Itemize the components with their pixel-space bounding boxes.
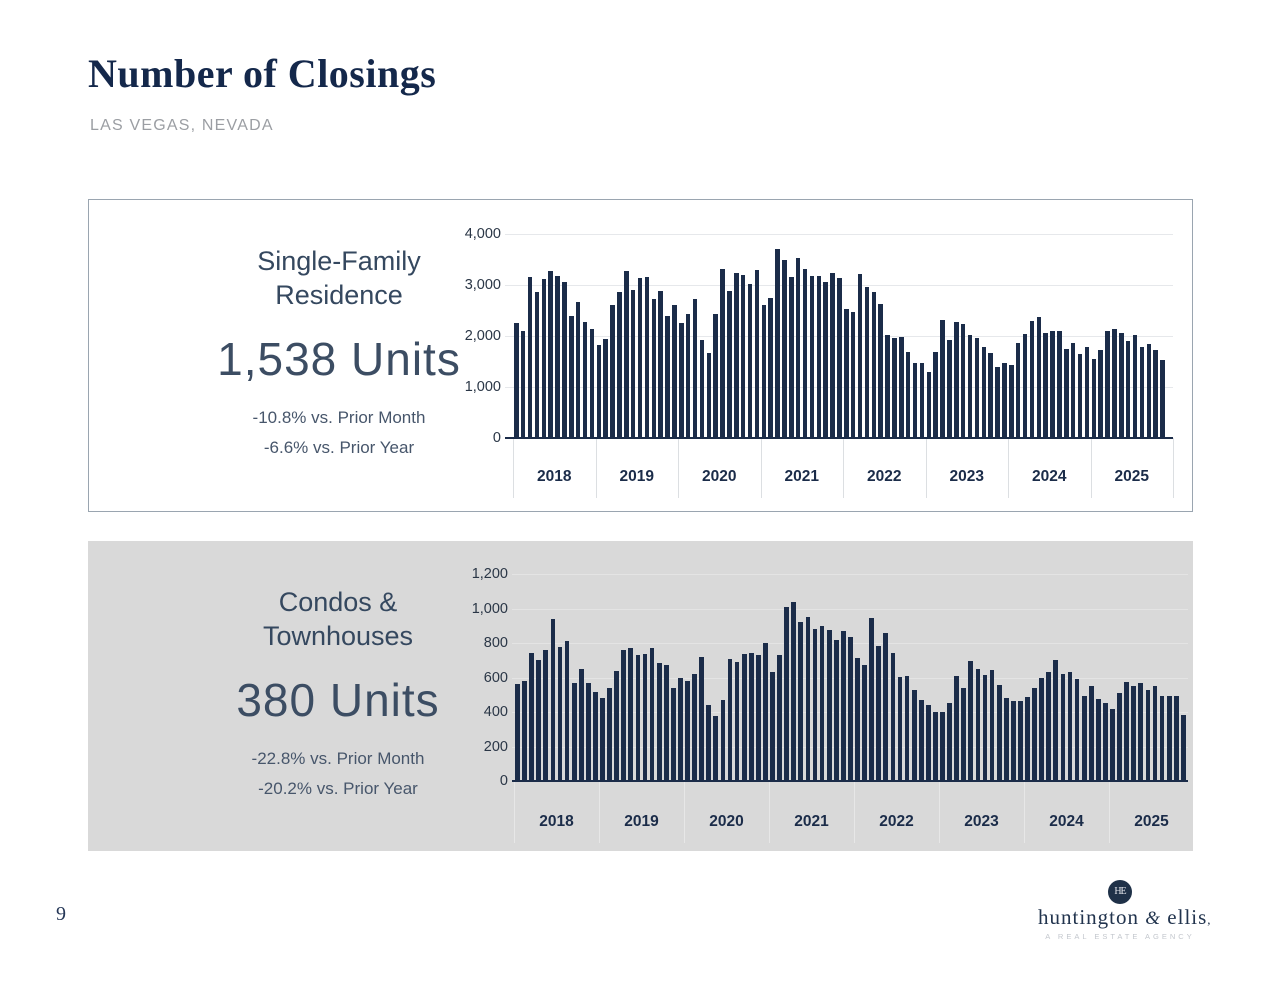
bar	[954, 322, 959, 438]
bar	[542, 279, 547, 438]
single-family-vs-prior-year: -6.6% vs. Prior Year	[263, 438, 415, 457]
bar	[1032, 688, 1037, 781]
bar	[1117, 693, 1122, 781]
y-axis-tick-label: 2,000	[464, 328, 501, 344]
bar	[869, 618, 874, 781]
bar	[535, 292, 540, 438]
y-axis-tick-label: 800	[483, 635, 508, 651]
condos-units-value: 380 Units	[236, 674, 440, 726]
page-subtitle: LAS VEGAS, NEVADA	[90, 117, 274, 134]
bar	[671, 688, 676, 781]
bar	[1068, 672, 1073, 781]
huntington-ellis-logo	[1038, 880, 1212, 941]
bar	[720, 269, 725, 438]
bar	[742, 654, 747, 781]
bar	[1037, 317, 1042, 438]
bar	[528, 277, 533, 438]
bar	[933, 352, 938, 438]
bar	[756, 655, 761, 781]
bar	[586, 683, 591, 781]
bar	[1004, 698, 1009, 781]
bar	[741, 275, 746, 438]
page-number: 9	[56, 903, 66, 925]
logo-ampersand: &	[1145, 908, 1162, 929]
bar	[1064, 349, 1069, 438]
bar	[982, 347, 987, 438]
bar	[555, 276, 560, 438]
bar	[672, 305, 677, 438]
bar	[940, 320, 945, 438]
logo-monogram-badge: HE	[1108, 880, 1132, 904]
bar	[763, 643, 768, 781]
bar	[1030, 321, 1035, 438]
bar	[1018, 701, 1023, 781]
condos-townhouses-panel	[88, 541, 1193, 851]
condos-title-line1: Condos &	[278, 587, 398, 617]
bar	[1085, 347, 1090, 438]
bar	[1147, 344, 1152, 438]
bar	[1174, 696, 1179, 781]
bar	[1160, 696, 1165, 781]
y-gridline	[512, 609, 1188, 610]
bar	[1140, 347, 1145, 438]
year-separator	[514, 781, 515, 843]
bar	[995, 367, 1000, 438]
bar	[621, 650, 626, 781]
bar	[522, 681, 527, 781]
bar	[976, 669, 981, 781]
bar	[1009, 365, 1014, 438]
bar	[975, 338, 980, 438]
bar	[872, 292, 877, 438]
bar	[885, 335, 890, 438]
bar	[1167, 696, 1172, 781]
bar	[638, 278, 643, 438]
bar	[899, 337, 904, 438]
bar	[892, 338, 897, 438]
bar	[775, 249, 780, 438]
bar	[610, 305, 615, 438]
bar	[906, 352, 911, 438]
bar	[813, 629, 818, 781]
bar	[607, 688, 612, 781]
bar	[558, 647, 563, 781]
bar	[1138, 683, 1143, 781]
bar	[562, 282, 567, 438]
bar	[1092, 359, 1097, 438]
year-separator	[939, 781, 940, 843]
bar	[796, 258, 801, 438]
single-family-title-line1: Single-Family	[257, 246, 421, 276]
x-axis-year-label: 2018	[537, 468, 572, 485]
bar	[810, 276, 815, 438]
bar	[817, 276, 822, 438]
bar	[536, 660, 541, 781]
y-axis-tick-label: 0	[492, 430, 501, 446]
bar	[983, 675, 988, 781]
bar	[883, 633, 888, 781]
bar	[735, 662, 740, 781]
bar	[803, 269, 808, 438]
bar	[858, 274, 863, 438]
logo-name	[1038, 905, 1212, 930]
bar	[529, 653, 534, 781]
bar	[686, 314, 691, 438]
bar	[851, 312, 856, 438]
bar	[657, 663, 662, 781]
bar	[748, 284, 753, 438]
bar	[548, 271, 553, 438]
x-axis-year-label: 2022	[867, 468, 902, 485]
bar	[1016, 343, 1021, 438]
bar	[954, 676, 959, 781]
bar	[617, 292, 622, 438]
single-family-vs-prior-month: -10.8% vs. Prior Month	[252, 408, 426, 427]
bar	[770, 672, 775, 781]
bar	[891, 653, 896, 781]
bar	[749, 653, 754, 781]
x-axis-year-label: 2023	[964, 813, 999, 830]
x-axis-year-label: 2024	[1032, 468, 1067, 485]
bar	[521, 331, 526, 438]
bar	[968, 661, 973, 781]
bar	[784, 607, 789, 781]
bar	[1153, 686, 1158, 781]
logo-tagline: A REAL ESTATE AGENCY	[1045, 932, 1195, 941]
bar	[1105, 331, 1110, 438]
bar	[806, 617, 811, 781]
logo-name-right: ellis	[1167, 905, 1208, 929]
bar	[1061, 674, 1066, 781]
bar	[514, 323, 519, 438]
bar	[777, 655, 782, 781]
bar	[1160, 360, 1165, 438]
bar	[636, 655, 641, 781]
bar	[988, 353, 993, 438]
x-axis-year-label: 2020	[702, 468, 737, 485]
x-axis-year-label: 2019	[624, 813, 659, 830]
bar	[614, 671, 619, 781]
year-separator	[1173, 438, 1174, 498]
bar	[912, 690, 917, 781]
bar	[1053, 660, 1058, 781]
bar	[706, 705, 711, 781]
y-axis-tick-label: 200	[483, 738, 508, 755]
bar	[823, 282, 828, 438]
y-axis-tick-label: 3,000	[464, 277, 501, 293]
bar	[1096, 699, 1101, 781]
bar	[707, 353, 712, 438]
bar	[961, 688, 966, 781]
bar	[590, 329, 595, 438]
bar	[791, 602, 796, 781]
bar	[652, 299, 657, 438]
bar	[692, 674, 697, 781]
single-family-panel	[88, 199, 1193, 512]
bar	[1075, 679, 1080, 781]
bar	[569, 316, 574, 438]
bar	[1025, 697, 1030, 781]
bar	[905, 676, 910, 781]
bar	[645, 277, 650, 438]
bar	[827, 630, 832, 781]
bar	[1133, 335, 1138, 438]
bar	[927, 372, 932, 438]
bar	[820, 626, 825, 781]
bar	[841, 631, 846, 781]
bar	[1043, 333, 1048, 438]
bar	[579, 669, 584, 781]
x-axis-year-label: 2021	[784, 468, 819, 485]
x-axis-year-label: 2025	[1134, 813, 1169, 830]
bar	[876, 646, 881, 781]
bar	[1110, 709, 1115, 781]
bar	[603, 339, 608, 438]
bar	[848, 637, 853, 781]
year-separator	[769, 781, 770, 843]
y-axis-tick-label: 0	[499, 773, 508, 789]
bar	[643, 654, 648, 781]
x-axis-year-label: 2024	[1049, 813, 1084, 830]
y-axis-tick-label: 1,000	[471, 600, 508, 617]
bar	[844, 309, 849, 438]
bar	[565, 641, 570, 781]
bar	[572, 683, 577, 781]
single-family-title-line2: Residence	[275, 280, 403, 310]
bar	[713, 716, 718, 781]
bar	[624, 271, 629, 438]
x-axis-year-label: 2023	[949, 468, 984, 485]
logo-name-left: huntington	[1038, 905, 1140, 929]
y-axis-tick-label: 600	[483, 669, 508, 686]
bar	[721, 700, 726, 781]
bar	[1124, 682, 1129, 781]
y-axis-tick-label: 1,200	[471, 566, 508, 582]
bar	[700, 340, 705, 438]
bar	[734, 273, 739, 438]
bar	[798, 622, 803, 781]
logo-flourish: ,	[1207, 912, 1212, 927]
bar	[782, 260, 787, 439]
bar	[830, 273, 835, 438]
bar	[1112, 329, 1117, 438]
bar	[947, 340, 952, 438]
bar	[920, 363, 925, 438]
bar	[762, 305, 767, 438]
x-axis-line	[505, 437, 1173, 439]
bar	[1039, 678, 1044, 782]
bar	[543, 650, 548, 781]
bar	[1011, 701, 1016, 781]
year-separator	[684, 781, 685, 843]
bar	[650, 648, 655, 781]
condos-vs-prior-month: -22.8% vs. Prior Month	[251, 749, 425, 768]
bar	[768, 298, 773, 438]
y-gridline	[512, 574, 1188, 575]
bar	[919, 700, 924, 781]
bar	[834, 640, 839, 781]
bar	[679, 323, 684, 438]
bar	[862, 665, 867, 781]
bar	[665, 316, 670, 438]
bar	[1002, 363, 1007, 438]
bar	[515, 684, 520, 781]
bar	[855, 658, 860, 781]
bar	[1181, 715, 1186, 781]
bar	[658, 291, 663, 438]
bar	[685, 681, 690, 781]
bar	[947, 703, 952, 781]
single-family-units-value: 1,538 Units	[217, 333, 461, 385]
bar	[865, 287, 870, 438]
bar	[576, 302, 581, 438]
year-separator	[1024, 781, 1025, 843]
bar	[913, 363, 918, 438]
bar	[926, 705, 931, 781]
bar	[1023, 334, 1028, 438]
x-axis-year-label: 2018	[539, 813, 574, 830]
bar	[600, 698, 605, 781]
x-axis-year-label: 2022	[879, 813, 914, 830]
bar	[789, 277, 794, 438]
bar	[940, 712, 945, 781]
bar	[551, 619, 556, 781]
bar	[1082, 696, 1087, 781]
year-separator	[854, 781, 855, 843]
bar	[1098, 350, 1103, 438]
bar	[968, 335, 973, 438]
bar	[1078, 354, 1083, 438]
y-axis-tick-label: 400	[483, 704, 508, 720]
bar	[728, 659, 733, 781]
year-separator	[599, 781, 600, 843]
bar	[1050, 331, 1055, 438]
bar	[664, 665, 669, 781]
bar	[1071, 343, 1076, 438]
bar	[961, 324, 966, 438]
condos-vs-prior-year: -20.2% vs. Prior Year	[258, 779, 418, 798]
bar	[1119, 333, 1124, 438]
condos-bar-chart	[88, 541, 1193, 851]
bar	[933, 712, 938, 781]
x-axis-year-label: 2021	[794, 813, 829, 830]
bar	[1126, 341, 1131, 438]
page-title: Number of Closings	[88, 51, 437, 96]
bar	[898, 677, 903, 781]
x-axis-year-label: 2020	[709, 813, 744, 830]
bar	[593, 692, 598, 781]
bar	[727, 291, 732, 438]
bar	[583, 322, 588, 438]
bar	[1131, 686, 1136, 781]
bar	[713, 314, 718, 438]
x-axis-year-label: 2019	[619, 468, 654, 485]
bar	[997, 685, 1002, 781]
bar	[678, 678, 683, 782]
bar	[628, 648, 633, 781]
bar	[693, 299, 698, 438]
bar	[631, 290, 636, 438]
bar	[699, 657, 704, 781]
bar	[878, 304, 883, 438]
bar	[1046, 672, 1051, 781]
x-axis-year-label: 2025	[1114, 468, 1149, 485]
bar	[990, 670, 995, 781]
single-family-bar-chart	[89, 200, 1192, 511]
year-separator	[1109, 781, 1110, 843]
bar	[1089, 686, 1094, 781]
bar	[1057, 331, 1062, 438]
y-gridline	[505, 234, 1173, 235]
y-axis-tick-label: 4,000	[464, 226, 501, 242]
bar	[1146, 690, 1151, 781]
y-axis-tick-label: 1,000	[464, 379, 501, 395]
condos-title-line2: Townhouses	[262, 621, 414, 651]
bar	[755, 270, 760, 438]
bar	[597, 345, 602, 438]
x-axis-line	[512, 780, 1188, 782]
bar	[1153, 350, 1158, 438]
bar	[837, 278, 842, 438]
bar	[1103, 703, 1108, 781]
